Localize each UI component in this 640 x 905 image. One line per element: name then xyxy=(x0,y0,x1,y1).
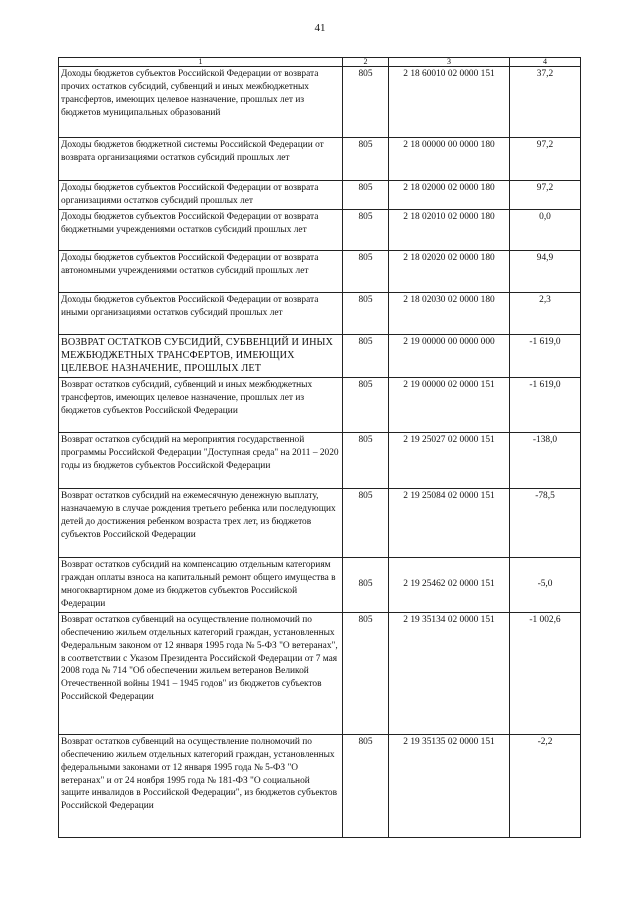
table-row xyxy=(59,250,581,292)
row-amount: 37,2 xyxy=(510,67,581,138)
row-admin-code: 805 xyxy=(343,612,389,734)
row-amount: 94,9 xyxy=(510,250,581,292)
row-budget-code: 2 18 02030 02 0000 180 xyxy=(389,292,510,334)
table-row xyxy=(59,377,581,432)
table-row xyxy=(59,734,581,837)
table-row xyxy=(59,334,581,377)
row-admin-code: 805 xyxy=(343,488,389,557)
table-row xyxy=(59,67,581,138)
row-name: ВОЗВРАТ ОСТАТКОВ СУБСИДИЙ, СУБВЕНЦИЙ И ИНЫХ МЕЖБЮДЖЕТНЫХ ТРАНСФЕРТОВ, ИМЕЮЩИХ ЦЕЛЕВОЕ НАЗНАЧЕНИЕ, ПРОШЛЫХ ЛЕТ xyxy=(59,334,343,377)
row-name: Доходы бюджетов субъектов Российской Федерации от возврата автономными учреждениями остатков субсидий прошлых лет xyxy=(59,250,343,292)
table-row xyxy=(59,292,581,334)
row-budget-code: 2 18 02020 02 0000 180 xyxy=(389,250,510,292)
row-name: Доходы бюджетов субъектов Российской Федерации от возврата иными организациями остатков субсидий прошлых лет xyxy=(59,292,343,334)
row-amount: 0,0 xyxy=(510,209,581,250)
row-amount: 97,2 xyxy=(510,181,581,210)
table-row xyxy=(59,138,581,181)
row-budget-code: 2 19 25462 02 0000 151 xyxy=(389,557,510,612)
row-budget-code: 2 19 25084 02 0000 151 xyxy=(389,488,510,557)
row-name: Возврат остатков субсидий, субвенций и иных межбюджетных трансфертов, имеющих целевое назначение, прошлых лет из бюджетов субъектов Российской Федерации xyxy=(59,377,343,432)
table-row xyxy=(59,181,581,210)
table-row xyxy=(59,488,581,557)
row-name: Возврат остатков субсидий на компенсацию отдельным категориям граждан оплаты взноса на капитальный ремонт общего имущества в многоквартирном доме из бюджетов субъектов Российской Федерации xyxy=(59,557,343,612)
page-number: 41 xyxy=(314,22,326,34)
row-admin-code: 805 xyxy=(343,377,389,432)
row-name: Возврат остатков субвенций на осуществление полномочий по обеспечению жильем отдельных категорий граждан, установленных федеральными законами от 12 января 1995 года № 5-ФЗ "О ветеранах" и от 24 ноября 1995 года № 181-ФЗ "О социальной защите инвалидов в Российской Федерации", из бюджетов субъектов Российской Федерации xyxy=(59,734,343,837)
row-name: Возврат остатков субсидий на мероприятия государственной программы Российской Федерации "Доступная среда" на 2011 – 2020 годы из бюджетов субъектов Российской Федерации xyxy=(59,432,343,488)
row-admin-code: 805 xyxy=(343,292,389,334)
row-name: Возврат остатков субсидий на ежемесячную денежную выплату, назначаемую в случае рождения третьего ребенка или последующих детей до достижения ребенком возраста трех лет, из бюджетов субъектов Российской Федерации xyxy=(59,488,343,557)
row-amount: -1 002,6 xyxy=(510,612,581,734)
row-budget-code: 2 19 00000 00 0000 000 xyxy=(389,334,510,377)
column-header: 3 xyxy=(389,58,510,67)
row-admin-code: 805 xyxy=(343,138,389,181)
row-admin-code: 805 xyxy=(343,734,389,837)
row-amount: -2,2 xyxy=(510,734,581,837)
row-amount: 2,3 xyxy=(510,292,581,334)
row-name: Доходы бюджетов бюджетной системы Российской Федерации от возврата организациями остатков субсидий прошлых лет xyxy=(59,138,343,181)
row-amount: -1 619,0 xyxy=(510,377,581,432)
row-amount: -5,0 xyxy=(510,557,581,612)
row-name: Доходы бюджетов субъектов Российской Федерации от возврата бюджетными учреждениями остатков субсидий прошлых лет xyxy=(59,209,343,250)
table-row xyxy=(59,432,581,488)
column-header: 4 xyxy=(510,58,581,67)
row-admin-code: 805 xyxy=(343,181,389,210)
row-budget-code: 2 19 00000 02 0000 151 xyxy=(389,377,510,432)
row-admin-code: 805 xyxy=(343,334,389,377)
row-admin-code: 805 xyxy=(343,557,389,612)
row-amount: 97,2 xyxy=(510,138,581,181)
row-budget-code: 2 18 60010 02 0000 151 xyxy=(389,67,510,138)
row-budget-code: 2 19 25027 02 0000 151 xyxy=(389,432,510,488)
row-budget-code: 2 18 02000 02 0000 180 xyxy=(389,181,510,210)
table-row xyxy=(59,557,581,612)
row-budget-code: 2 18 02010 02 0000 180 xyxy=(389,209,510,250)
row-admin-code: 805 xyxy=(343,67,389,138)
column-header: 1 xyxy=(59,58,343,67)
column-number-row xyxy=(59,58,581,67)
table-row xyxy=(59,612,581,734)
row-name: Доходы бюджетов субъектов Российской Федерации от возврата организациями остатков субсидий прошлых лет xyxy=(59,181,343,210)
table-row xyxy=(59,209,581,250)
budget-table xyxy=(58,57,581,838)
row-admin-code: 805 xyxy=(343,209,389,250)
row-budget-code: 2 18 00000 00 0000 180 xyxy=(389,138,510,181)
row-budget-code: 2 19 35134 02 0000 151 xyxy=(389,612,510,734)
row-amount: -138,0 xyxy=(510,432,581,488)
row-amount: -78,5 xyxy=(510,488,581,557)
column-header: 2 xyxy=(343,58,389,67)
row-budget-code: 2 19 35135 02 0000 151 xyxy=(389,734,510,837)
row-admin-code: 805 xyxy=(343,250,389,292)
row-amount: -1 619,0 xyxy=(510,334,581,377)
row-name: Возврат остатков субвенций на осуществление полномочий по обеспечению жильем отдельных категорий граждан, установленных Федеральным законом от 12 января 1995 года № 5-ФЗ "О ветеранах", в соответствии с Указом Президента Российской Федерации от 7 мая 2008 года № 714 "Об обеспечении жильем ветеранов Великой Отечественной войны 1941 – 1945 годов" из бюджетов субъектов Российской Федерации xyxy=(59,612,343,734)
row-name: Доходы бюджетов субъектов Российской Федерации от возврата прочих остатков субсидий, субвенций и иных межбюджетных трансфертов, имеющих целевое назначение, прошлых лет из бюджетов муниципальных образований xyxy=(59,67,343,138)
row-admin-code: 805 xyxy=(343,432,389,488)
